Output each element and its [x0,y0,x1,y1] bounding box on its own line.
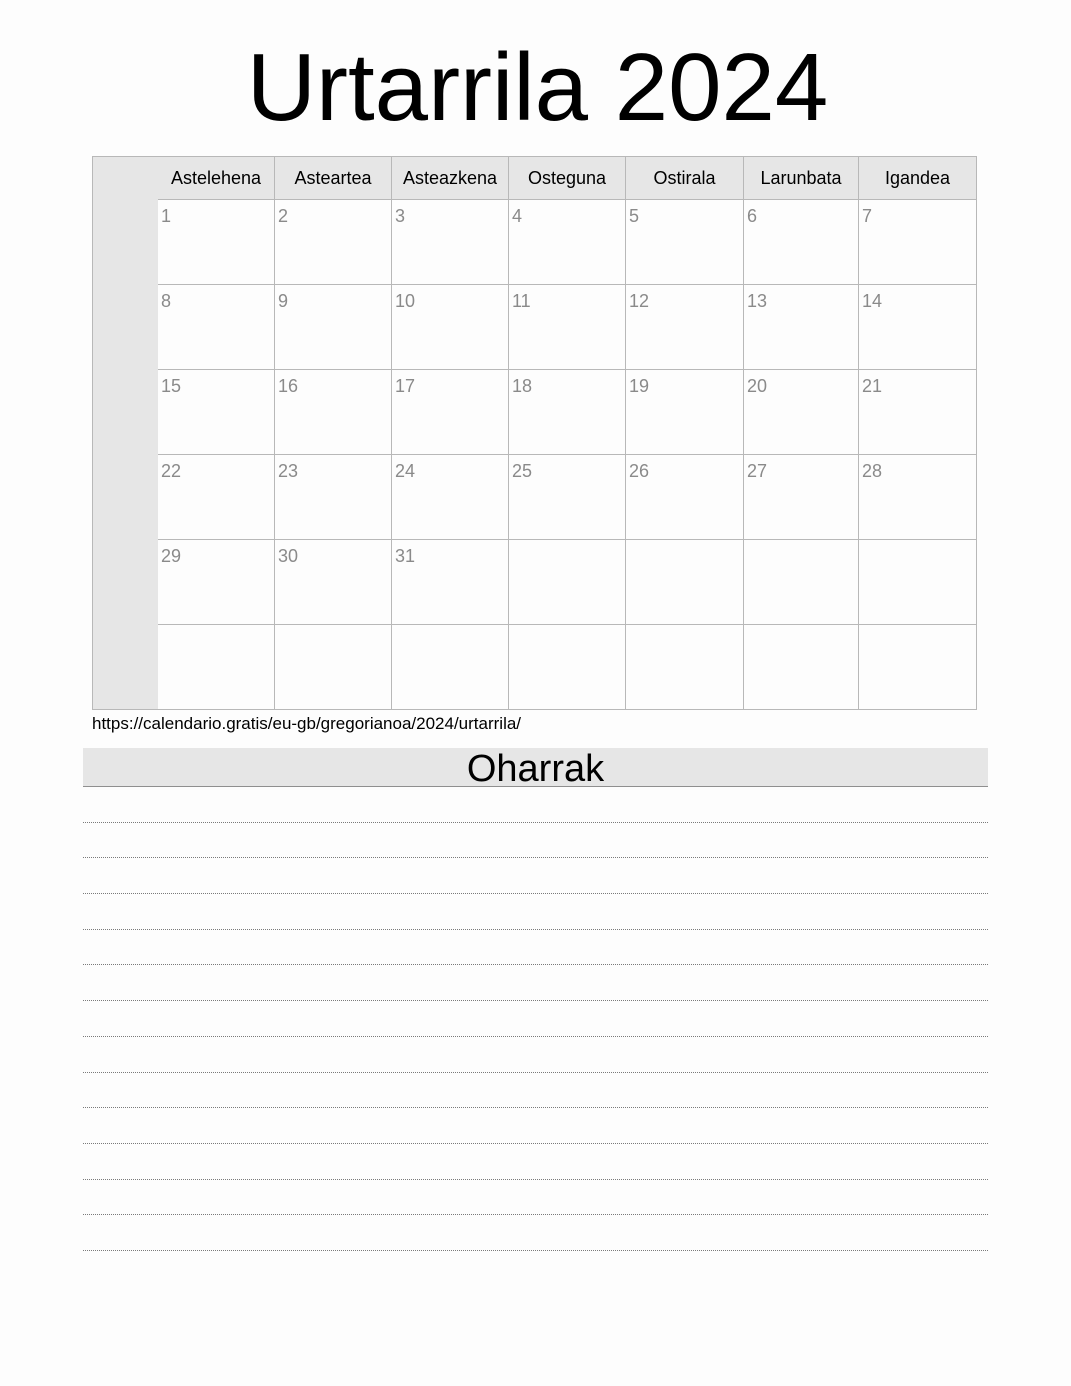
day-cell [275,455,392,540]
day-cell [859,455,976,540]
day-number: 8 [161,291,172,311]
day-number: 6 [747,206,758,226]
notes-title: Oharrak [466,748,605,790]
day-number: 31 [395,546,416,566]
day-cell [509,625,626,709]
day-cell [509,455,626,540]
day-cell [744,285,859,370]
day-cell [859,285,976,370]
notes-line [83,1144,988,1180]
day-cell [626,370,744,455]
day-cell [158,200,275,285]
weekday-header: Astelehena [158,157,275,200]
day-number: 17 [395,376,416,396]
day-cell [275,540,392,625]
day-cell [744,540,859,625]
day-number: 3 [395,206,406,226]
day-cell [626,540,744,625]
notes-lines [83,787,988,1251]
day-number: 23 [278,461,299,481]
day-number: 21 [862,376,883,396]
day-cell [392,285,509,370]
day-cell [392,540,509,625]
notes-line [83,1108,988,1144]
notes-line [83,1001,988,1037]
notes-line [83,1073,988,1109]
day-cell [626,625,744,709]
week-number-column [93,157,159,709]
day-cell [158,540,275,625]
day-cell [275,625,392,709]
notes-line [83,1037,988,1073]
day-cell [275,370,392,455]
month-grid [158,157,976,709]
day-number: 20 [747,376,768,396]
day-cell [626,200,744,285]
day-number: 14 [862,291,883,311]
day-cell [859,200,976,285]
day-cell [509,370,626,455]
weekday-header: Larunbata [744,157,859,200]
day-cell [744,455,859,540]
day-number: 9 [278,291,289,311]
day-cell [392,625,509,709]
day-cell [509,200,626,285]
notes-line [83,965,988,1001]
day-cell [626,285,744,370]
day-cell [392,455,509,540]
day-cell [859,370,976,455]
notes-line [83,1215,988,1251]
day-number: 15 [161,376,182,396]
weekday-header: Asteartea [275,157,392,200]
day-cell [744,370,859,455]
day-cell [275,285,392,370]
day-cell [158,370,275,455]
day-cell [744,200,859,285]
notes-line [83,858,988,894]
day-number: 22 [161,461,182,481]
weekday-header: Ostirala [626,157,744,200]
day-cell [158,625,275,709]
day-cell [744,625,859,709]
weekday-header: Asteazkena [392,157,509,200]
day-number: 30 [278,546,299,566]
day-cell [859,540,976,625]
day-cell [392,370,509,455]
day-number: 18 [512,376,533,396]
notes-line [83,823,988,859]
day-number: 28 [862,461,883,481]
day-number: 25 [512,461,533,481]
day-cell [509,540,626,625]
day-cell [392,200,509,285]
day-number: 4 [512,206,523,226]
day-number: 29 [161,546,182,566]
day-number: 16 [278,376,299,396]
day-cell [859,625,976,709]
day-number: 7 [862,206,873,226]
day-number: 19 [629,376,650,396]
day-number: 10 [395,291,416,311]
notes-line [83,787,988,823]
notes-section [83,748,988,1251]
day-number: 26 [629,461,650,481]
notes-line [83,894,988,930]
day-cell [626,455,744,540]
page-title: Urtarrila 2024 [246,34,829,141]
weekday-header: Osteguna [509,157,626,200]
weekday-header: Igandea [859,157,976,200]
day-cell [158,285,275,370]
day-cell [275,200,392,285]
day-cell [509,285,626,370]
day-number: 12 [629,291,650,311]
notes-line [83,1180,988,1216]
day-cell [158,455,275,540]
notes-header [83,748,988,790]
day-number: 2 [278,206,289,226]
day-number: 27 [747,461,768,481]
notes-line [83,930,988,966]
day-number: 11 [512,291,531,311]
day-number: 24 [395,461,416,481]
day-number: 5 [629,206,640,226]
day-number: 1 [161,206,172,226]
calendar-grid [92,156,977,710]
source-url[interactable]: https://calendario.gratis/eu-gb/gregorianoa/2024/urtarrila/ [92,714,522,733]
day-number: 13 [747,291,768,311]
